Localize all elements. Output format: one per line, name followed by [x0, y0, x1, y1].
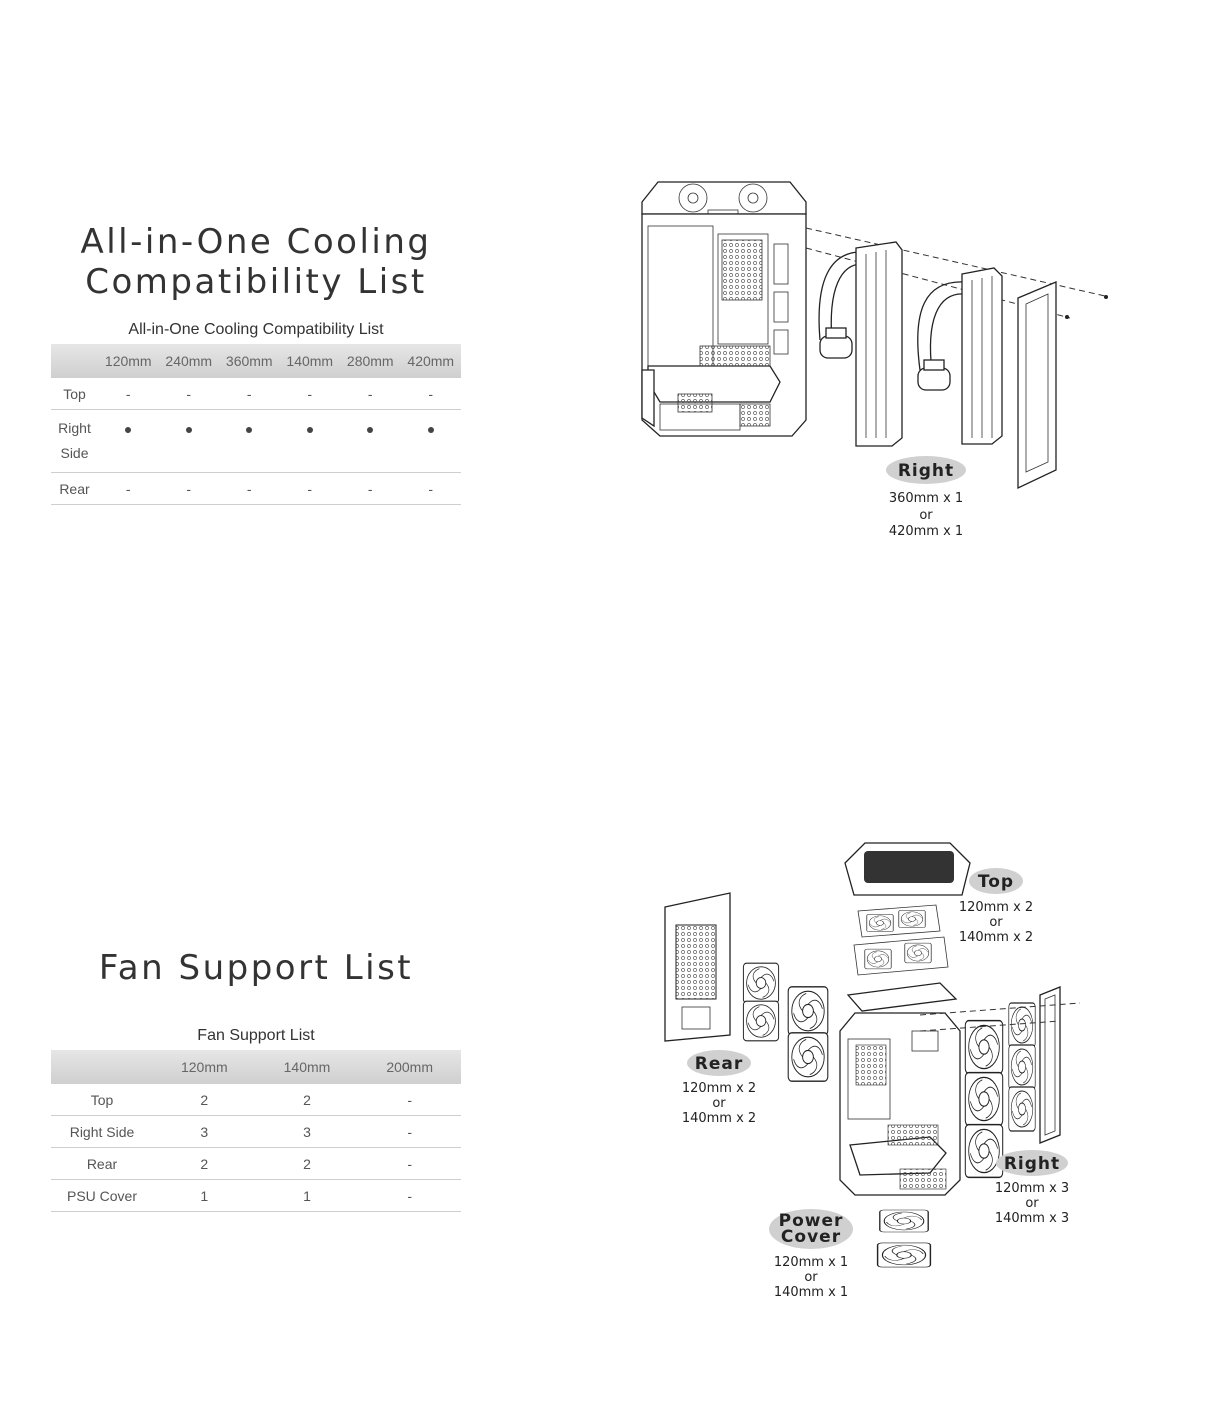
- fan-support-table: [51, 1050, 461, 1212]
- table-cell: -: [219, 473, 280, 505]
- side-panel-frame: [1018, 282, 1056, 488]
- radiator-360mm: [819, 242, 902, 446]
- callout-label: Right: [1003, 1154, 1061, 1174]
- right-fans: [965, 987, 1060, 1177]
- table-cell: -: [358, 1148, 461, 1180]
- supported-dot-icon: [428, 427, 434, 433]
- column-header: 240mm: [159, 344, 220, 378]
- psu-cover-fans: [878, 1210, 931, 1267]
- rear-panel: [665, 893, 730, 1041]
- callout-label-line2: Cover: [780, 1227, 842, 1247]
- row-label: Top: [51, 1084, 153, 1116]
- callout-spec-line: or: [712, 1096, 726, 1111]
- column-header: [51, 344, 98, 378]
- table-cell: -: [340, 473, 401, 505]
- table-cell: 2: [153, 1148, 256, 1180]
- callout-spec-line: or: [989, 915, 1003, 930]
- table-cell: -: [280, 378, 341, 410]
- table-cell: -: [358, 1084, 461, 1116]
- table-cell: -: [98, 473, 159, 505]
- table-header-row: [51, 1050, 461, 1084]
- callout-spec-line: 140mm x 2: [958, 930, 1034, 945]
- callout-spec-line: 120mm x 1: [773, 1255, 849, 1270]
- row-label: Rear: [51, 473, 98, 505]
- table-row: [51, 410, 461, 473]
- table-cell: 2: [153, 1084, 256, 1116]
- row-label: [51, 410, 98, 473]
- aio-heading-line2: Compatibility List: [85, 262, 427, 302]
- column-header: 140mm: [280, 344, 341, 378]
- table-cell: [219, 410, 280, 473]
- fan-heading: Fan Support List: [98, 948, 414, 988]
- callout-spec-line: 120mm x 2: [681, 1081, 757, 1096]
- row-label: Rear: [51, 1148, 153, 1180]
- table-cell: -: [401, 378, 462, 410]
- column-header: 280mm: [340, 344, 401, 378]
- table-cell: [401, 410, 462, 473]
- aio-radiator-diagram: [620, 170, 1120, 550]
- table-cell: -: [280, 473, 341, 505]
- table-header-row: [51, 344, 461, 378]
- callout-label: Rear: [694, 1054, 744, 1074]
- table-cell: [159, 410, 220, 473]
- table-cell: 2: [256, 1148, 359, 1180]
- supported-dot-icon: [367, 427, 373, 433]
- table-cell: [98, 410, 159, 473]
- callout-spec-line: or: [804, 1270, 818, 1285]
- column-header: 200mm: [358, 1050, 461, 1084]
- radiator-420mm: [918, 268, 1002, 444]
- supported-dot-icon: [125, 427, 131, 433]
- column-header: 120mm: [153, 1050, 256, 1084]
- supported-dot-icon: [186, 427, 192, 433]
- top-fans: [848, 905, 956, 1011]
- table-cell: -: [159, 473, 220, 505]
- table-cell: 1: [256, 1180, 359, 1212]
- table-row: [51, 1116, 461, 1148]
- table-row: [51, 1180, 461, 1212]
- callout-spec-line: 140mm x 2: [681, 1111, 757, 1126]
- table-cell: -: [98, 378, 159, 410]
- fan-support-diagram: [650, 835, 1110, 1310]
- table-row: [51, 378, 461, 410]
- column-header: 120mm: [98, 344, 159, 378]
- table-cell: -: [358, 1116, 461, 1148]
- callout-spec-line: 420mm x 1: [888, 524, 964, 539]
- rear-callout: [682, 1050, 756, 1126]
- column-header: 360mm: [219, 344, 280, 378]
- table-cell: 3: [256, 1116, 359, 1148]
- row-label: Top: [51, 378, 98, 410]
- table-row: [51, 1084, 461, 1116]
- callout-spec-line: 140mm x 3: [994, 1211, 1070, 1226]
- table-cell: -: [358, 1180, 461, 1212]
- aio-compatibility-table: [51, 344, 461, 505]
- callout-label: Right: [897, 461, 955, 481]
- top-cover: [845, 843, 970, 895]
- case-illustration: [840, 1013, 960, 1195]
- column-header: 420mm: [401, 344, 462, 378]
- right-callout: [886, 456, 966, 539]
- case-illustration: [642, 182, 806, 436]
- table-row: [51, 1148, 461, 1180]
- mesh-pattern: [722, 240, 762, 300]
- table-cell: 3: [153, 1116, 256, 1148]
- table-cell: 2: [256, 1084, 359, 1116]
- table-cell: -: [219, 378, 280, 410]
- rear-fans: [743, 963, 827, 1081]
- table-cell: -: [340, 378, 401, 410]
- supported-dot-icon: [246, 427, 252, 433]
- column-header: 140mm: [256, 1050, 359, 1084]
- row-label: PSU Cover: [51, 1180, 153, 1212]
- callout-spec-line: 360mm x 1: [888, 491, 964, 506]
- callout-spec-line: or: [1025, 1196, 1039, 1211]
- fan-table-caption: Fan Support List: [197, 1027, 315, 1044]
- table-cell: [340, 410, 401, 473]
- top-callout: [959, 868, 1033, 945]
- table-cell: [280, 410, 341, 473]
- callout-spec-line: 140mm x 1: [773, 1285, 849, 1300]
- row-label-line1: Right: [58, 420, 91, 436]
- callout-spec-line: 120mm x 3: [994, 1181, 1070, 1196]
- row-label: Right Side: [51, 1116, 153, 1148]
- callout-label: Top: [977, 872, 1015, 892]
- callout-spec-line: or: [919, 508, 933, 523]
- callout-label-line1: Power: [778, 1211, 844, 1231]
- table-row: [51, 473, 461, 505]
- aio-heading-line1: All-in-One Cooling: [80, 222, 432, 262]
- supported-dot-icon: [307, 427, 313, 433]
- table-cell: 1: [153, 1180, 256, 1212]
- aio-table-caption: All-in-One Cooling Compatibility List: [128, 321, 384, 338]
- table-cell: -: [159, 378, 220, 410]
- right-callout: [995, 1150, 1069, 1226]
- power-cover-callout: [769, 1209, 853, 1300]
- table-cell: -: [401, 473, 462, 505]
- aio-heading: [51, 222, 461, 302]
- callout-spec-line: 120mm x 2: [958, 900, 1034, 915]
- row-label-line2: Side: [60, 445, 89, 461]
- column-header: [51, 1050, 153, 1084]
